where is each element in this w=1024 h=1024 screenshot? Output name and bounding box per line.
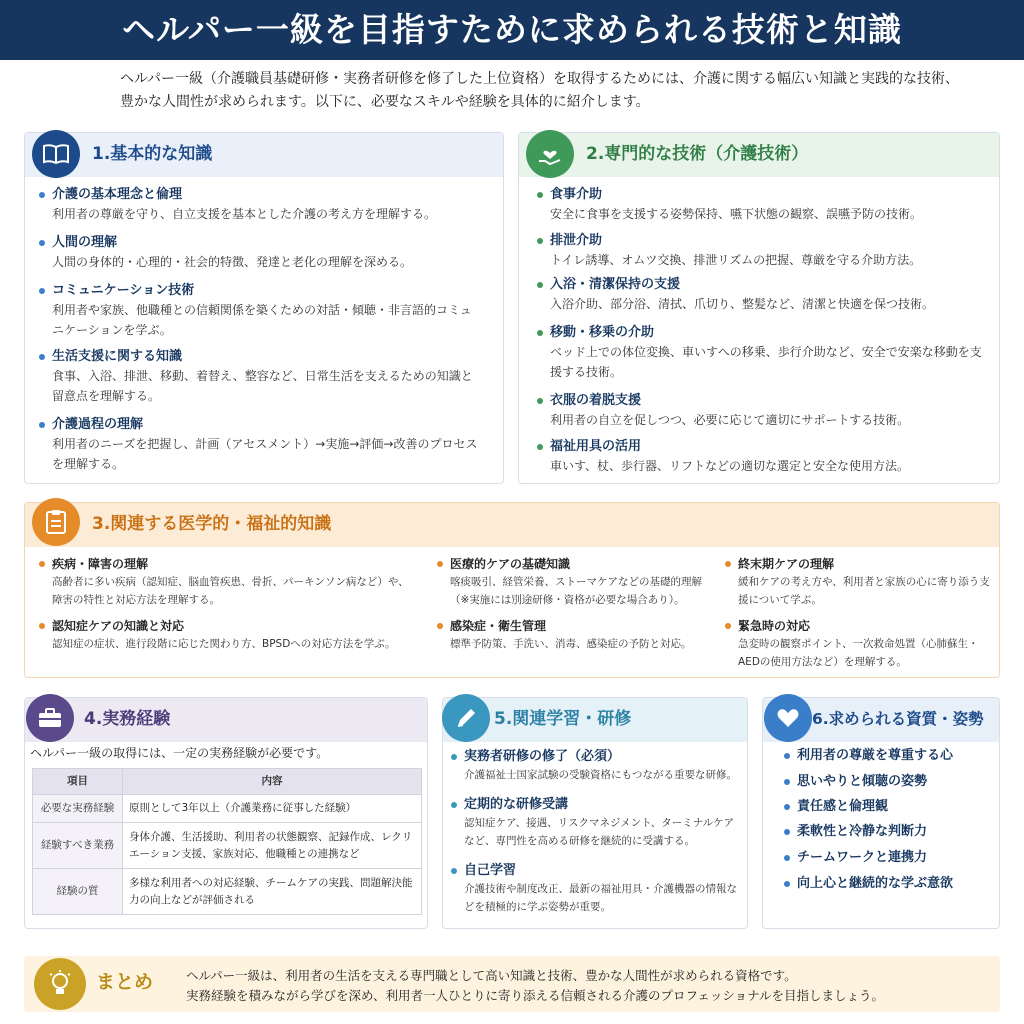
item-heading: 医療的ケアの基礎知識 (436, 556, 716, 573)
list-item (536, 324, 988, 382)
item-heading: 人間の理解 (38, 234, 478, 252)
book-icon (32, 130, 80, 178)
section-3-title: 3.関連する医学的・福祉的知識 (92, 514, 332, 534)
list-item (450, 862, 742, 916)
caring-hand-icon (526, 130, 574, 178)
quality-item: 思いやりと傾聴の姿勢 (783, 772, 927, 792)
table-row: 経験の質 多様な利用者への対応経験、チームケアの実践、問題解決能力の向上などが評価される (33, 869, 422, 915)
list-item (436, 618, 716, 653)
table-header-item: 項目 (33, 769, 123, 795)
table-row: 経験すべき業務 身体介護、生活援助、利用者の状態観察、記録作成、レクリエーション支援、家族対応、他職種との連携など (33, 823, 422, 869)
summary-line-1: ヘルパー一級は、利用者の生活を支える専門職として高い知識と技術、豊かな人間性が求められる資格です。 (186, 968, 797, 983)
list-item (536, 438, 988, 476)
list-item (536, 392, 988, 430)
list-item (38, 348, 478, 406)
list-item (536, 186, 988, 224)
section-4-title: 4.実務経験 (84, 709, 171, 729)
item-heading: 移動・移乗の介助 (536, 324, 988, 342)
pencil-icon (442, 694, 490, 742)
item-description: 認知症の症状、進行段階に応じた関わり方、BPSDへの対応方法を学ぶ。 (52, 638, 396, 650)
item-heading: 自己学習 (450, 862, 742, 880)
item-description: 利用者や家族、他職種との信頼関係を築くための対話・傾聴・非言語的コミュニケーションを学ぶ。 (52, 303, 472, 337)
list-item (450, 748, 742, 784)
heart-icon (764, 694, 812, 742)
item-description: 急変時の観察ポイント、一次救命処置（心肺蘇生・AEDの使用方法など）を理解する。 (738, 638, 979, 668)
item-description: 利用者の自立を促しつつ、必要に応じて適切にサポートする技術。 (550, 413, 910, 427)
item-description: 車いす、杖、歩行器、リフトなどの適切な選定と安全な使用方法。 (550, 459, 910, 473)
item-description: 緩和ケアの考え方や、利用者と家族の心に寄り添う支援について学ぶ。 (738, 576, 990, 606)
list-item (536, 276, 988, 314)
section-2-title: 2.専門的な技術（介護技術） (586, 144, 809, 164)
list-item (38, 186, 478, 224)
item-description: 標準予防策、手洗い、消毒、感染症の予防と対応。 (450, 638, 692, 650)
item-heading: 感染症・衛生管理 (436, 618, 716, 635)
section-5-title: 5.関連学習・研修 (494, 709, 632, 729)
quality-item: 利用者の尊厳を尊重する心 (783, 746, 953, 766)
item-description: トイレ誘導、オムツ交換、排泄リズムの把握、尊厳を守る介助方法。 (550, 253, 922, 267)
item-heading: 実務者研修の修了（必須） (450, 748, 742, 766)
list-item (724, 618, 992, 671)
list-item (450, 796, 742, 850)
section-1-title: 1.基本的な知識 (92, 144, 213, 164)
intro-text: ヘルパー一級（介護職員基礎研修・実務者研修を修了した上位資格）を取得するためには、介護に関する幅広い知識と実践的な技術、豊かな人間性が求められます。以下に、必要なスキルや経験を具体的に紹介します。 (120, 71, 960, 110)
item-heading: 生活支援に関する知識 (38, 348, 478, 366)
item-description: 高齢者に多い疾病（認知症、脳血管疾患、骨折、パーキンソン病など）や、障害の特性と対応方法を理解する。 (52, 576, 409, 606)
item-description: 利用者のニーズを把握し、計画（アセスメント）→実施→評価→改善のプロセスを理解する。 (52, 437, 478, 471)
list-item (38, 234, 478, 272)
item-heading: 定期的な研修受講 (450, 796, 742, 814)
item-heading: 認知症ケアの知識と対応 (38, 618, 414, 635)
list-item (436, 556, 716, 609)
item-description: 認知症ケア、接遇、リスクマネジメント、ターミナルケアなど、専門性を高める研修を継続的に受講する。 (464, 817, 734, 847)
summary-line-2: 実務経験を積みながら学びを深め、利用者一人ひとりに寄り添える信頼される介護のプロフェッショナルを目指しましょう。 (186, 988, 885, 1003)
quality-item: 柔軟性と冷静な判断力 (783, 822, 927, 842)
table-row: 必要な実務経験 原則として3年以上（介護業務に従事した経験） (33, 795, 422, 823)
list-item (38, 618, 414, 653)
item-description: 人間の身体的・心理的・社会的特徴、発達と老化の理解を深める。 (52, 255, 413, 269)
item-heading: 疾病・障害の理解 (38, 556, 414, 573)
item-description: 入浴介助、部分浴、清拭、爪切り、整髪など、清潔と快適を保つ技術。 (550, 297, 935, 311)
item-heading: 介護過程の理解 (38, 416, 478, 434)
list-item (724, 556, 992, 609)
quality-item: 責任感と倫理観 (783, 797, 888, 817)
list-item (38, 556, 414, 609)
item-description: 利用者の尊厳を守り、自立支援を基本とした介護の考え方を理解する。 (52, 207, 437, 221)
item-heading: コミュニケーション技術 (38, 282, 478, 300)
list-item (38, 416, 478, 474)
item-description: 介護福祉士国家試験の受験資格にもつながる重要な研修。 (464, 769, 737, 781)
section-6-title: 6.求められる資質・姿勢 (812, 710, 984, 728)
experience-table (32, 768, 422, 915)
briefcase-icon (26, 694, 74, 742)
item-heading: 入浴・清潔保持の支援 (536, 276, 988, 294)
item-description: 安全に食事を支援する姿勢保持、嚥下状態の観察、誤嚥予防の技術。 (550, 207, 923, 221)
summary-label: まとめ (96, 971, 154, 993)
list-item (38, 282, 478, 340)
quality-item: 向上心と継続的な学ぶ意欲 (783, 874, 953, 894)
section-4-lead: ヘルパー一級の取得には、一定の実務経験が必要です。 (30, 746, 329, 760)
item-heading: 食事介助 (536, 186, 988, 204)
item-heading: 介護の基本理念と倫理 (38, 186, 478, 204)
item-description: 食事、入浴、排泄、移動、着替え、整容など、日常生活を支えるための知識と留意点を理解する。 (52, 369, 473, 403)
item-heading: 終末期ケアの理解 (724, 556, 992, 573)
item-heading: 排泄介助 (536, 232, 988, 250)
list-item (536, 232, 988, 270)
page-title: ヘルパー一級を目指すために求められる技術と知識 (0, 0, 1024, 60)
item-description: 喀痰吸引、経管栄養、ストーマケアなどの基礎的理解（※実施には別途研修・資格が必要な場合あり）。 (450, 576, 702, 606)
quality-item: チームワークと連携力 (783, 848, 927, 868)
clipboard-icon (32, 498, 80, 546)
item-description: 介護技術や制度改正、最新の福祉用具・介護機器の情報などを積極的に学ぶ姿勢が重要。 (464, 883, 737, 913)
item-heading: 衣服の着脱支援 (536, 392, 988, 410)
table-header-content: 内容 (123, 769, 422, 795)
lightbulb-icon (34, 958, 86, 1010)
item-description: ベッド上での体位変換、車いすへの移乗、歩行介助など、安全で安楽な移動を支援する技術。 (550, 345, 982, 379)
item-heading: 福祉用具の活用 (536, 438, 988, 456)
item-heading: 緊急時の対応 (724, 618, 992, 635)
